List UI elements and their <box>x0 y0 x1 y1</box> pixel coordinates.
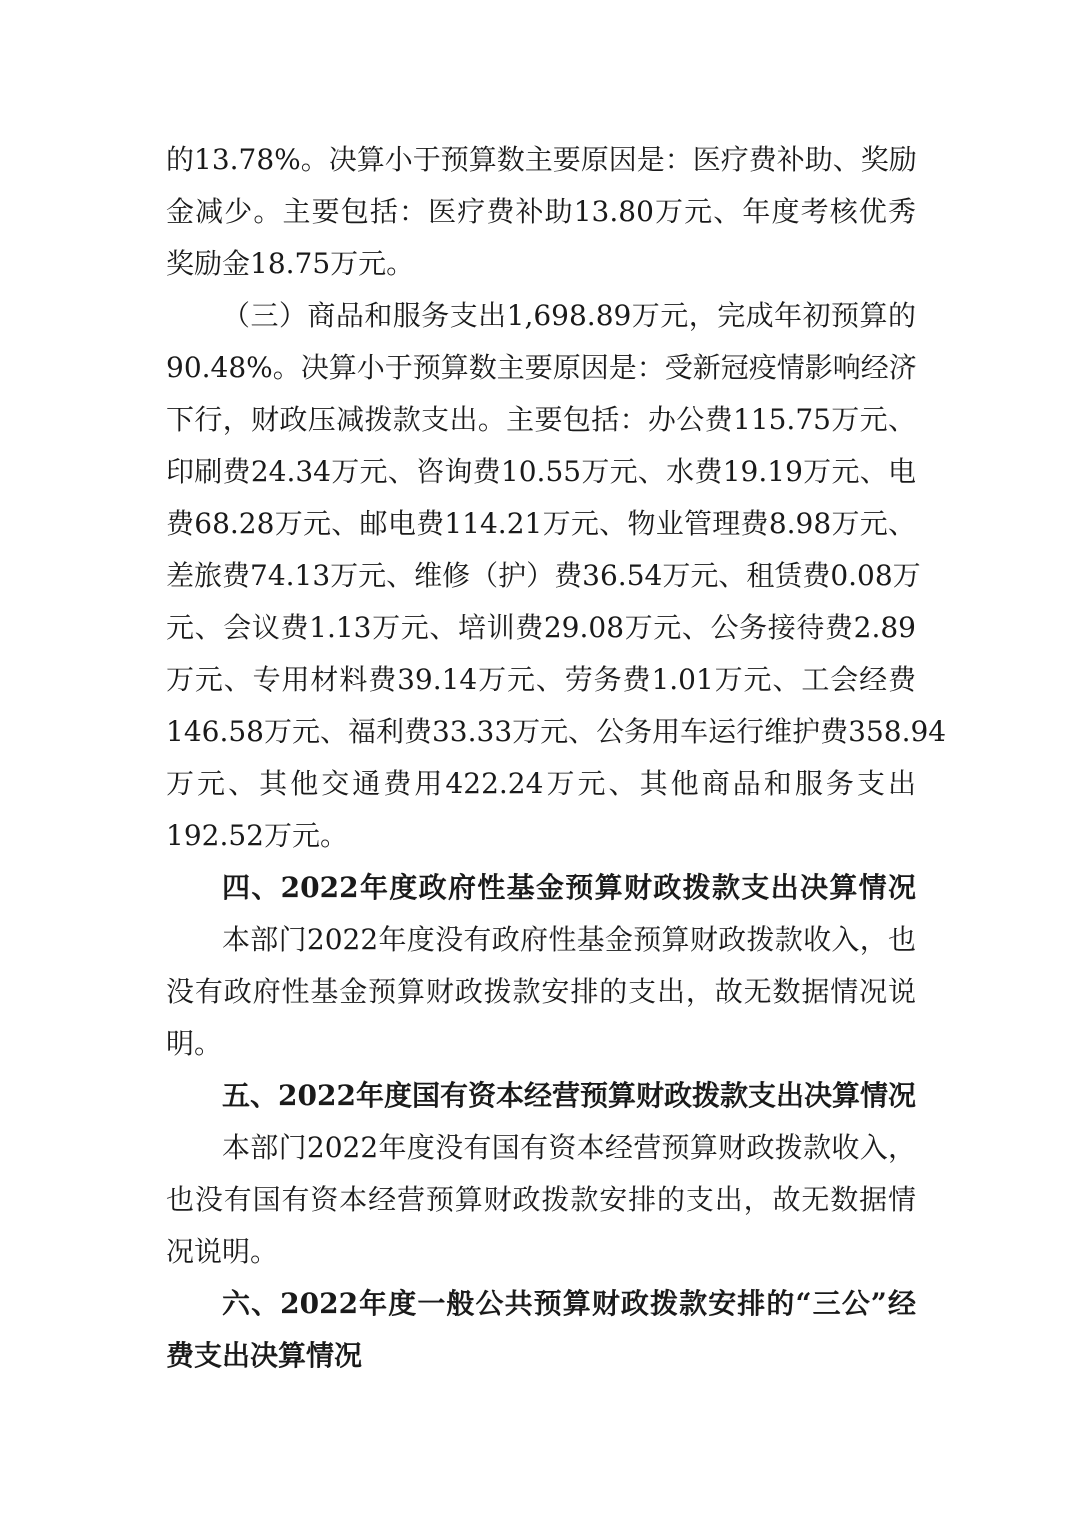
body-text-line: 90.48%。决算小于预算数主要原因是：受新冠疫情影响经济 <box>166 351 917 384</box>
section-heading: 五、2022年度国有资本经营预算财政拨款支出决算情况 <box>222 1079 916 1112</box>
body-text-line: 奖励金18.75万元。 <box>166 247 415 280</box>
body-text-line: （三）商品和服务支出1,698.89万元，完成年初预算的 <box>222 299 916 332</box>
body-text-line: 本部门2022年度没有国有资本经营预算财政拨款收入， <box>222 1131 916 1164</box>
body-text-line: 印刷费24.34万元、咨询费10.55万元、水费19.19万元、电 <box>166 455 916 488</box>
body-text-line: 也没有国有资本经营预算财政拨款安排的支出，故无数据情 <box>166 1183 916 1216</box>
body-text-line: 没有政府性基金预算财政拨款安排的支出，故无数据情况说 <box>166 975 916 1008</box>
body-text-line: 元、会议费1.13万元、培训费29.08万元、公务接待费2.89 <box>166 611 916 644</box>
body-text-line: 万元、其他交通费用422.24万元、其他商品和服务支出 <box>166 767 916 800</box>
section-heading: 四、2022年度政府性基金预算财政拨款支出决算情况 <box>222 871 916 904</box>
body-text-line: 况说明。 <box>166 1235 279 1268</box>
body-text-line: 下行，财政压减拨款支出。主要包括：办公费115.75万元、 <box>166 403 916 436</box>
body-text-line: 明。 <box>166 1027 223 1060</box>
body-text-line: 本部门2022年度没有政府性基金预算财政拨款收入，也 <box>222 923 916 956</box>
section-heading: 费支出决算情况 <box>166 1339 363 1372</box>
body-text-line: 192.52万元。 <box>166 819 348 852</box>
body-text-line: 146.58万元、福利费33.33万元、公务用车运行维护费358.94 <box>166 715 947 748</box>
section-heading: 六、2022年度一般公共预算财政拨款安排的“三公”经 <box>222 1287 916 1320</box>
body-text-line: 金减少。主要包括：医疗费补助13.80万元、年度考核优秀 <box>166 195 916 228</box>
body-text-line: 的13.78%。决算小于预算数主要原因是：医疗费补助、奖励 <box>166 143 917 176</box>
body-text-line: 万元、专用材料费39.14万元、劳务费1.01万元、工会经费 <box>166 663 916 696</box>
body-text-line: 差旅费74.13万元、维修（护）费36.54万元、租赁费0.08万 <box>166 559 921 592</box>
body-text-line: 费68.28万元、邮电费114.21万元、物业管理费8.98万元、 <box>166 507 916 540</box>
